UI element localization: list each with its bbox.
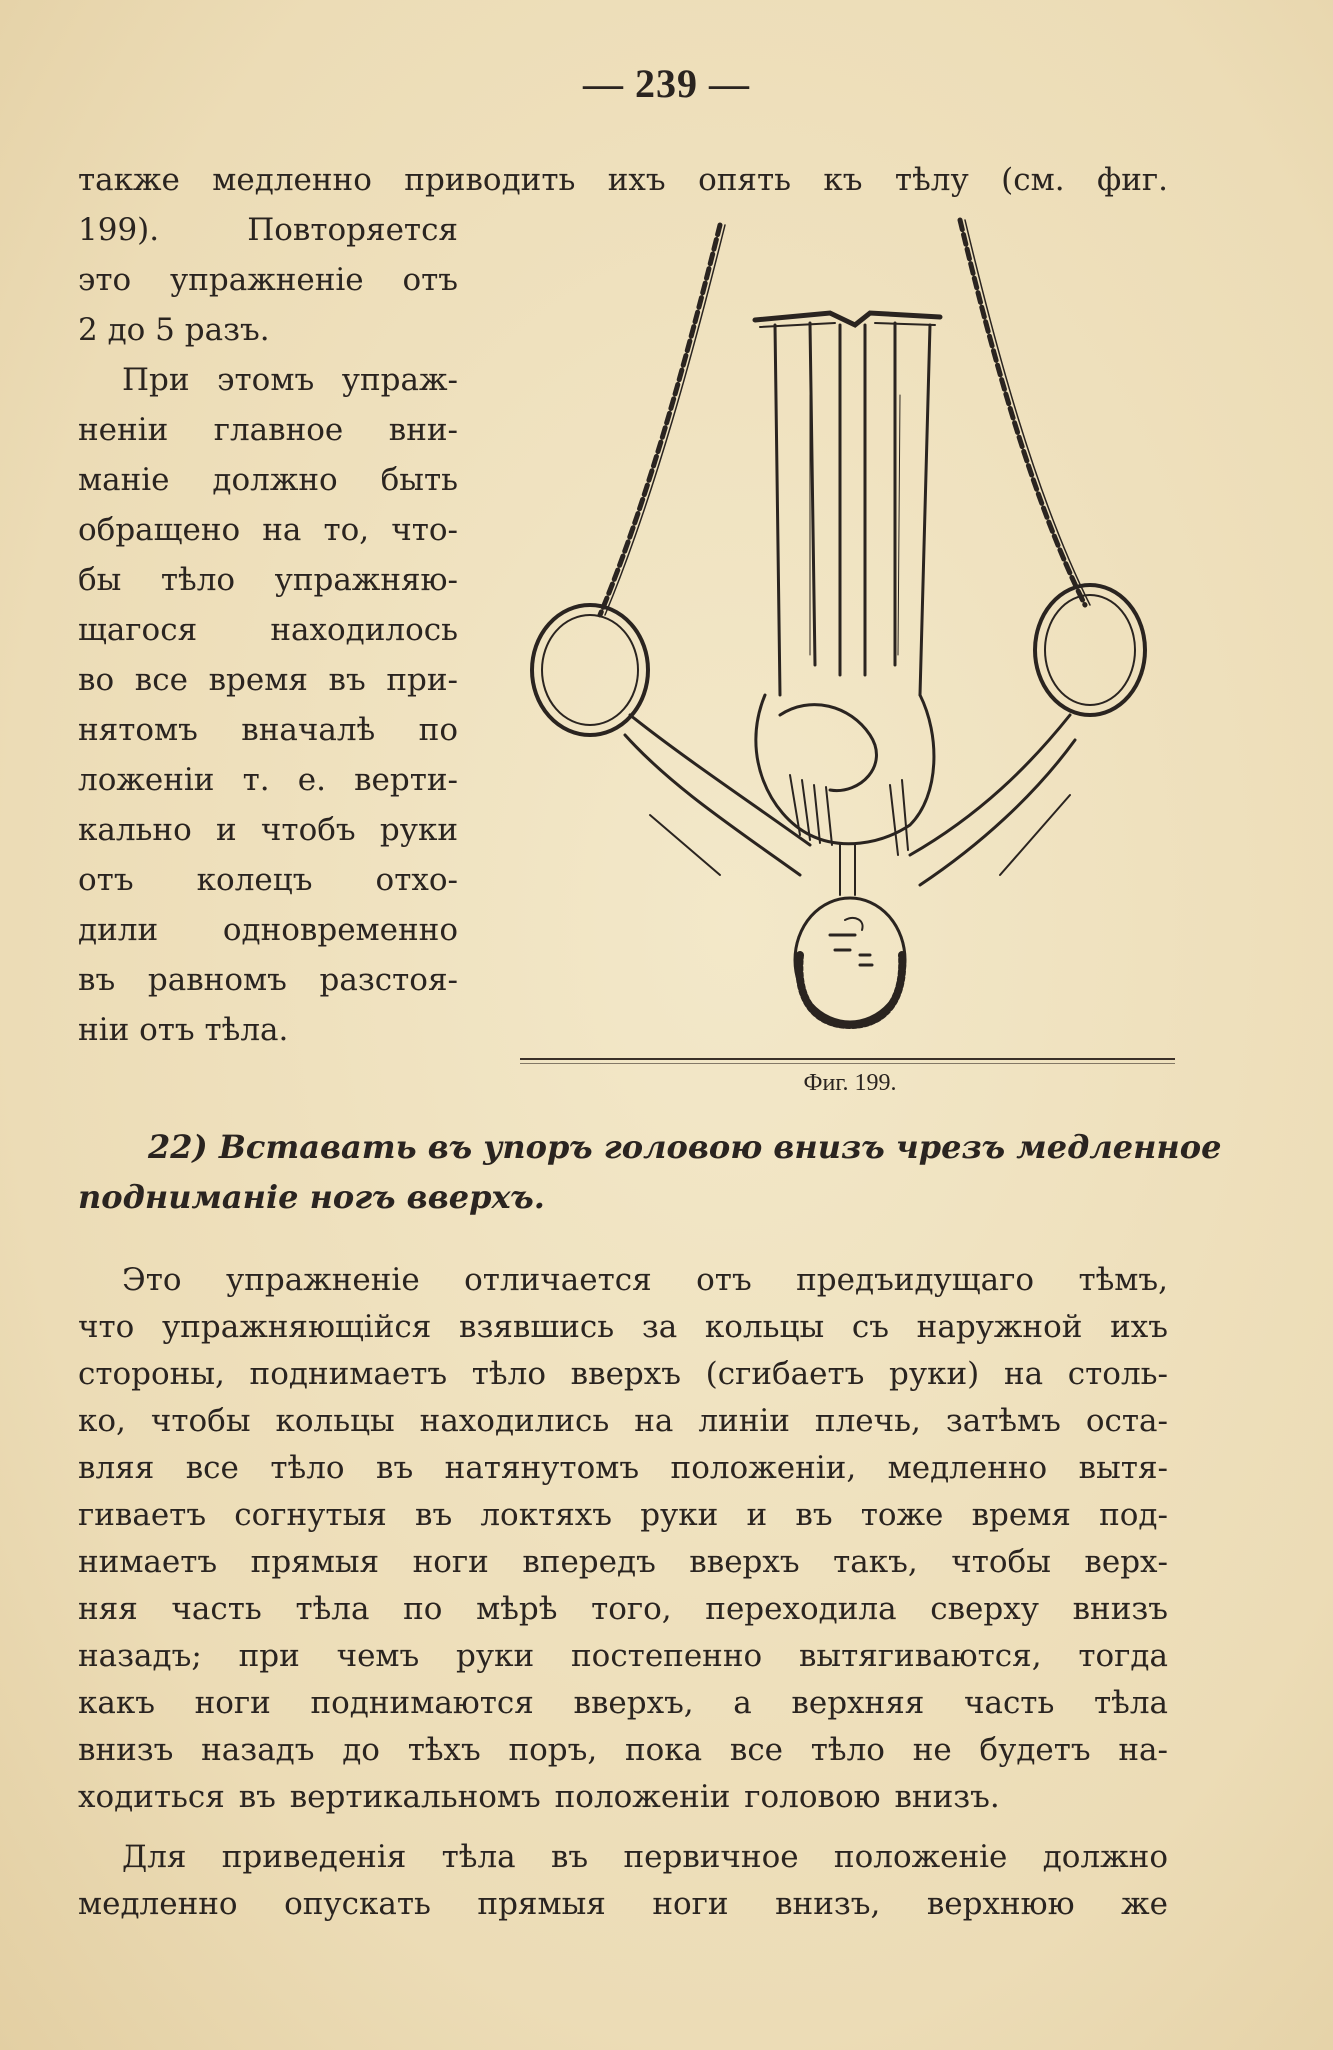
body-line: назадъ; при чемъ руки постепенно вытягиваются, тогда <box>78 1638 1168 1674</box>
column-line: въ равномъ разстоя- <box>78 962 458 998</box>
body-line: ко, чтобы кольцы находились на линіи плечь, затѣмъ оста- <box>78 1403 1168 1439</box>
rings-exercise-illustration <box>510 195 1190 1075</box>
body-line: внизъ назадъ до тѣхъ поръ, пока все тѣло не будетъ на- <box>78 1732 1168 1768</box>
column-line: 199). Повторяется <box>78 212 458 248</box>
body-line: ходиться въ вертикальномъ положеніи головою внизъ. <box>78 1779 1000 1815</box>
column-line: ложеніи т. е. верти- <box>78 762 458 798</box>
body-line: вляя все тѣло въ натянутомъ положеніи, медленно вытя- <box>78 1450 1168 1486</box>
heading-line: 22) Вставать въ упоръ головою внизъ чрезъ медленное <box>148 1128 1222 1166</box>
body-line: какъ ноги поднимаются вверхъ, а верхняя часть тѣла <box>78 1685 1168 1721</box>
body-line: стороны, поднимаетъ тѣло вверхъ (сгибаетъ руки) на столь- <box>78 1356 1168 1392</box>
figure-caption: Фиг. 199. <box>803 1070 897 1096</box>
body-line: гиваетъ согнутыя въ локтяхъ руки и въ тоже время под- <box>78 1497 1168 1533</box>
column-line: обращено на то, что- <box>78 512 458 548</box>
column-line: маніе должно быть <box>78 462 458 498</box>
figure-rule <box>520 1063 1175 1064</box>
column-line: неніи главное вни- <box>78 412 458 448</box>
column-line: бы тѣло упражняю- <box>78 562 458 598</box>
column-line: ніи отъ тѣла. <box>78 1012 289 1048</box>
column-line: кально и чтобъ руки <box>78 812 458 848</box>
column-line: нятомъ вначалѣ по <box>78 712 458 748</box>
page-number: — 239 — <box>583 61 750 106</box>
column-line: отъ колецъ отхо- <box>78 862 458 898</box>
heading-line: подниманіе ногъ вверхъ. <box>78 1178 545 1216</box>
column-line: дили одновременно <box>78 912 458 948</box>
column-line: это упражненіе отъ <box>78 262 458 298</box>
body-line: Для приведенія тѣла въ первичное положеніе должно <box>122 1839 1168 1875</box>
body-line: нимаетъ прямыя ноги впередъ вверхъ такъ, чтобы верх- <box>78 1544 1168 1580</box>
column-line: При этомъ упраж- <box>122 362 458 398</box>
intro-line: также медленно приводить ихъ опять къ тѣлу (см. фиг. <box>78 162 1168 198</box>
column-line: 2 до 5 разъ. <box>78 312 270 348</box>
body-line: что упражняющійся взявшись за кольцы съ наружной ихъ <box>78 1309 1168 1345</box>
column-line: во все время въ при- <box>78 662 458 698</box>
column-line: щагося находилось <box>78 612 458 648</box>
body-line: медленно опускать прямыя ноги внизъ, верхнюю же <box>78 1886 1168 1922</box>
body-line: Это упражненіе отличается отъ предъидущаго тѣмъ, <box>122 1262 1168 1298</box>
body-line: няя часть тѣла по мѣрѣ того, переходила сверху внизъ <box>78 1591 1168 1627</box>
figure-rule <box>520 1058 1175 1060</box>
